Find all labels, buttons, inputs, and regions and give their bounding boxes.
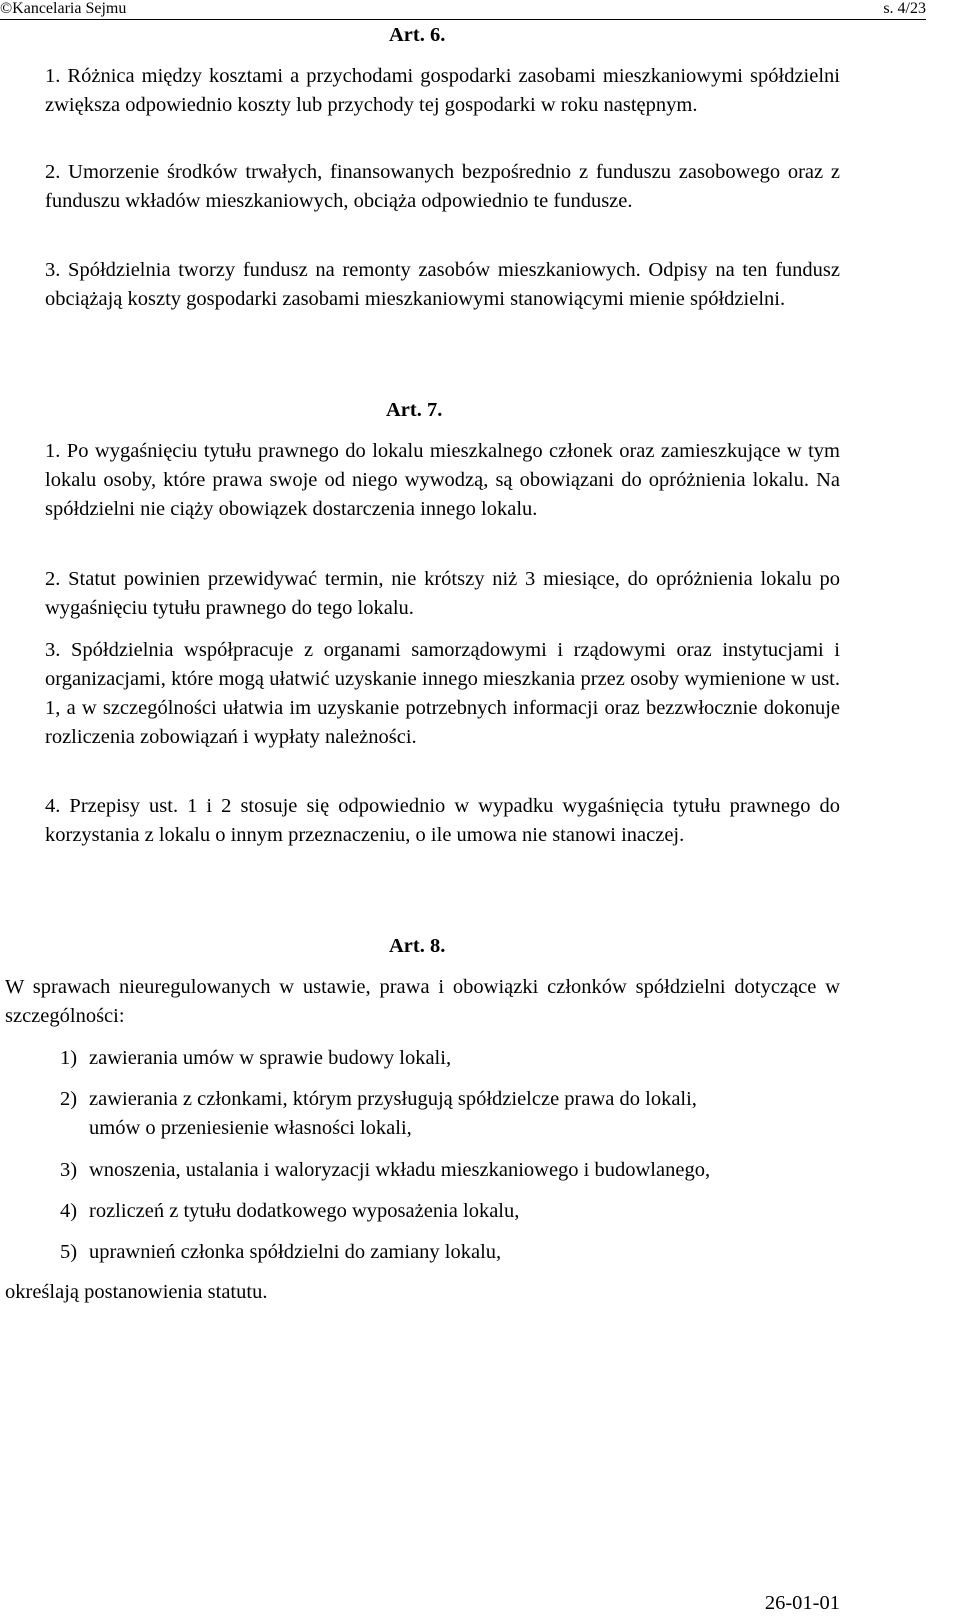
list-number: 3) (60, 1159, 78, 1181)
art8-list-item-3 (60, 1156, 840, 1185)
art6-paragraph-2: 2. Umorzenie środków trwałych, finansowanych bezpośrednio z funduszu zasobowego oraz z funduszu wkładów mieszkaniowych, obciąża odpowiednio te fundusze. (45, 161, 840, 212)
header-source: ©Kancelaria Sejmu (0, 0, 127, 17)
art8-outro: określają postanowienia statutu. (5, 1281, 268, 1303)
art6-paragraph-3: 3. Spółdzielnia tworzy fundusz na remonty zasobów mieszkaniowych. Odpisy na ten fundusz obciążają koszty gospodarki zasobami mieszkaniowymi stanowiącymi mienie spółdzielni. (45, 259, 840, 310)
art7-paragraph-3: 3. Spółdzielnia współpracuje z organami samorządowymi i rządowymi oraz instytucjami i organizacjami, które mogą ułatwić uzyskanie innego mieszkania przez osoby wymienione w ust. 1, a w szczególności ułatwia im uzyskanie potrzebnych informacji oraz bezzwłocznie dokonuje rozliczenia zobowiązań i wypłaty należności. (45, 639, 840, 748)
list-number: 4) (60, 1200, 78, 1222)
page-header (0, 0, 926, 20)
list-number: 1) (60, 1047, 78, 1069)
art8-list-item-5 (60, 1238, 840, 1267)
art7-heading: Art. 7. (386, 399, 443, 421)
header-page-number: s. 4/23 (883, 0, 926, 17)
list-number: 2) (60, 1088, 78, 1110)
list-text: zawierania umów w sprawie budowy lokali, (89, 1047, 452, 1069)
list-number: 5) (60, 1241, 78, 1263)
art7-paragraph-2: 2. Statut powinien przewidywać termin, nie krótszy niż 3 miesiące, do opróżnienia lokalu po wygaśnięciu tytułu prawnego do tego lokalu. (45, 568, 840, 619)
art7-paragraph-4: 4. Przepisy ust. 1 i 2 stosuje się odpowiednio w wypadku wygaśnięcia tytułu prawnego do korzystania z lokalu o innym przeznaczeniu, o ile umowa nie stanowi inaczej. (45, 795, 840, 846)
art8-list-item-4 (60, 1197, 840, 1226)
art8-heading: Art. 8. (389, 935, 446, 957)
art8-list-item-2 (60, 1085, 840, 1143)
list-text-continuation: umów o przeniesienie własności lokali, (89, 1117, 412, 1139)
list-text: rozliczeń z tytułu dodatkowego wyposażenia lokalu, (89, 1200, 520, 1222)
list-text: zawierania z członkami, którym przysługują spółdzielcze prawa do lokali, (89, 1088, 697, 1110)
art8-list-item-1 (60, 1044, 840, 1073)
art6-heading: Art. 6. (389, 24, 446, 46)
footer-code: 26-01-01 (764, 1592, 840, 1614)
art8-intro: W sprawach nieuregulowanych w ustawie, prawa i obowiązki członków spółdzielni dotyczące w szczególności: (5, 976, 840, 1027)
art7-paragraph-1: 1. Po wygaśnięciu tytułu prawnego do lokalu mieszkalnego członek oraz zamieszkujące w tym lokalu osoby, które prawa swoje od niego wywodzą, są obowiązani do opróżnienia lokalu. Na spółdzielni nie ciąży obowiązek dostarczenia innego lokalu. (45, 440, 840, 520)
list-text: uprawnień członka spółdzielni do zamiany lokalu, (89, 1241, 502, 1263)
list-text: wnoszenia, ustalania i waloryzacji wkładu mieszkaniowego i budowlanego, (89, 1159, 711, 1181)
art6-paragraph-1: 1. Różnica między kosztami a przychodami gospodarki zasobami mieszkaniowymi spółdzielni zwiększa odpowiednio koszty lub przychody tej gospodarki w roku następnym. (45, 65, 840, 116)
